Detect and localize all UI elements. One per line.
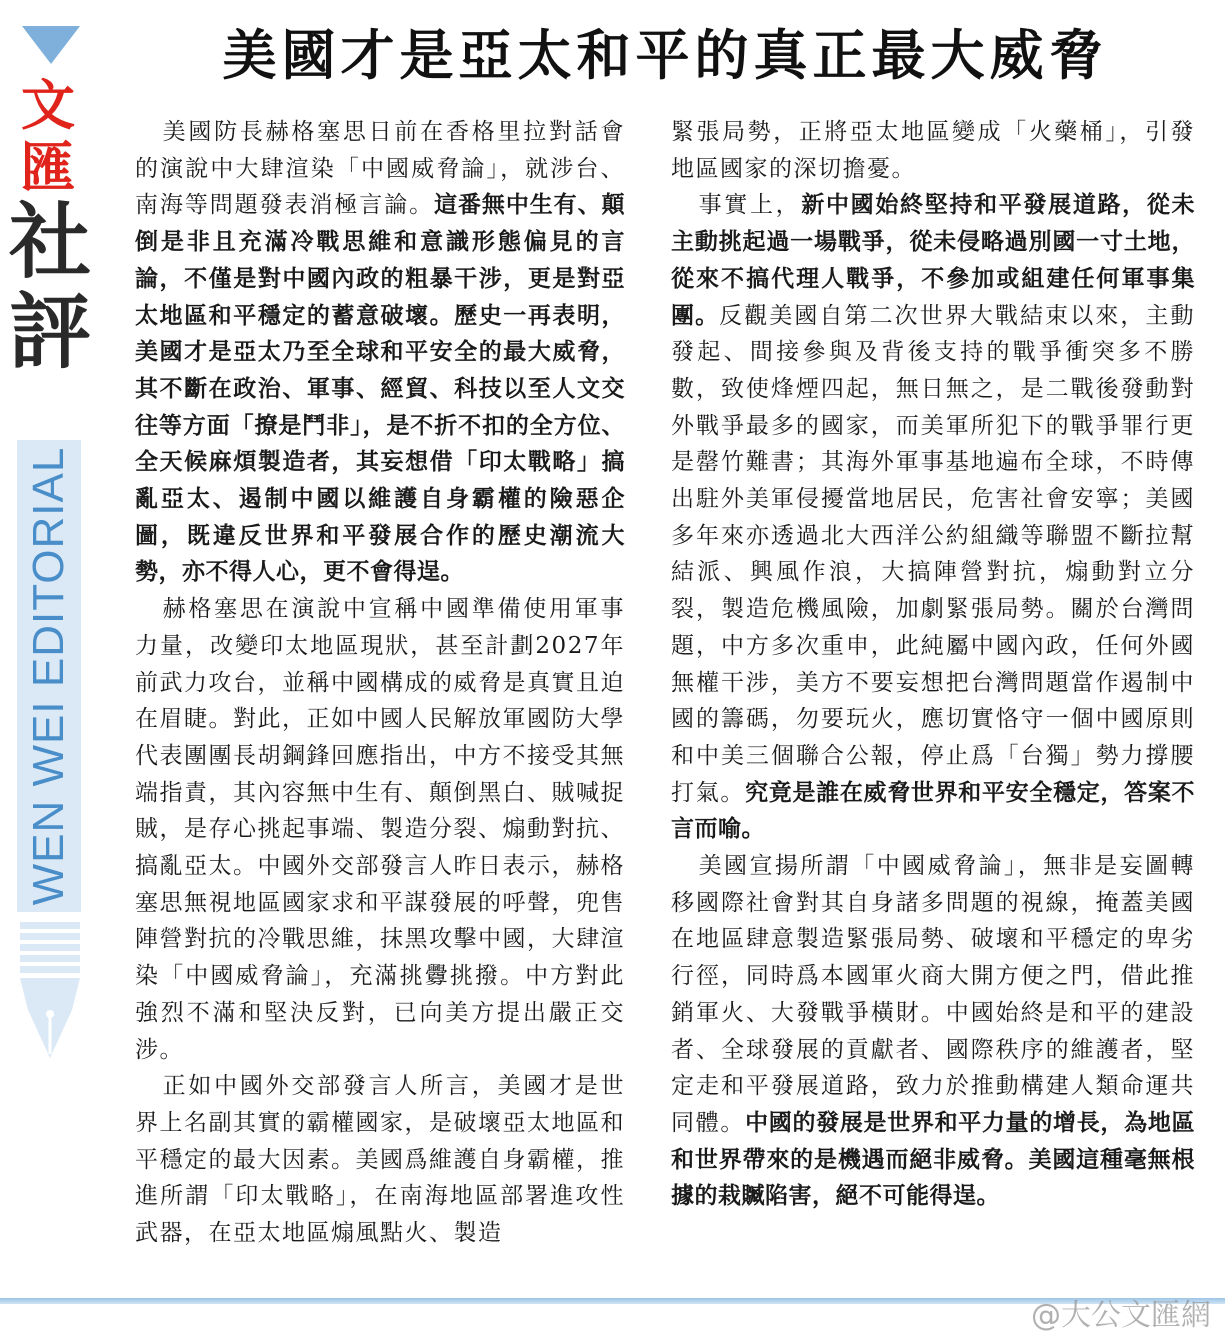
paragraph-4-lead: 事實上， (698, 192, 802, 219)
brand-wen-char-2: 匯 (21, 136, 75, 199)
brand-editorial-char-1: 社 (8, 195, 91, 290)
article-column-right (671, 114, 1195, 1215)
fountain-pen-icon (14, 920, 86, 1060)
paragraph-1 (135, 114, 625, 591)
article-column-left (135, 114, 625, 1252)
paragraph-1-bold: 這番無中生有、顛倒是非且充滿冷戰思維和意識形態偏見的言論，不僅是對中國內政的粗暴干涉，更是對亞太地區和平穩定的蓄意破壞。歷史一再表明，美國才是亞太乃至全球和平安全的最大威脅，其不斷在政治、軍事、經貿、科技以至人文交往等方面「撩是鬥非」，是不折不扣的全方位、全天候麻煩製造者，其妄想借「印太戰略」搞亂亞太、遏制中國以維護自身霸權的險惡企圖，既違反世界和平發展合作的歷史潮流大勢，亦不得人心，更不會得逞。 (135, 192, 626, 586)
paragraph-1-plain: 美國防長赫格塞思日前在香格里拉對話會的演說中大肆渲染「中國威脅論」，就涉台、南海等問題發表消極言論。 (135, 119, 625, 219)
paragraph-4-plain: 反觀美國自第二次世界大戰結束以來，主動發起、間接參與及背後支持的戰爭衝突多不勝數，致使烽煙四起，無日無之，是二戰後發動對外戰爭最多的國家，而美軍所犯下的戰爭罪行更是罄竹難書；其海外軍事基地遍布全球，不時傳出駐外美軍侵擾當地居民，危害社會安寧；美國多年來亦透過北大西洋公約組織等聯盟不斷拉幫結派、興風作浪，大搞陣營對抗，煽動對立分裂，製造危機風險，加劇緊張局勢。關於台灣問題，中方多次重申，此純屬中國內政，任何外國無權干涉，美方不要妄想把台灣問題當作遏制中國的籌碼，勿要玩火，應切實恪守一個中國原則和中美三個聯合公報，停止爲「台獨」勢力撐腰打氣。 (671, 302, 1196, 806)
brand-editorial-char-2: 評 (8, 285, 91, 380)
vertical-label: WEN WEI EDITORIAL (24, 446, 73, 906)
paragraph-5 (671, 848, 1195, 1215)
paragraph-3: 正如中國外交部發言人所言，美國才是世界上名副其實的霸權國家，是破壞亞太地區和平穩定的最大因素。美國爲維護自身霸權，推進所謂「印太戰略」，在南海地區部署進攻性武器，在亞太地區煽風點火、製造 (135, 1073, 625, 1247)
paragraph-2: 赫格塞思在演說中宣稱中國準備使用軍事力量，改變印太地區現狀，甚至計劃2027年前武力攻台，並稱中國構成的威脅是真實且迫在眉睫。對此，正如中國人民解放軍國防大學代表團團長胡鋼鋒回應指出，中方不接受其無端指責，其內容無中生有、顛倒黑白、賊喊捉賊，是存心挑起事端、製造分裂、煽動對抗、搞亂亞太。中國外交部發言人昨日表示，赫格塞思無視地區國家求和平謀發展的呼聲，兜售陣營對抗的冷戰思維，抹黑攻擊中國，大肆渲染「中國威脅論」，充滿挑釁挑撥。中方對此強烈不滿和堅決反對，已向美方提出嚴正交涉。 (135, 596, 625, 1063)
brand-wen-char-1: 文 (21, 74, 75, 137)
paragraph-5-bold: 中國的發展是世界和平力量的增長，為地區和世界帶來的是機遇而絕非威脅。美國這種毫無根據的栽贓陷害，絕不可能得逞。 (671, 1109, 1196, 1210)
paragraph-4-conclusion: 究竟是誰在威脅世界和平安全穩定，答案不言而喻。 (671, 779, 1196, 843)
paragraph-4-bold: 新中國始終堅持和平發展道路，從未主動挑起過一場戰爭，從未侵略過別國一寸土地，從來不搞代理人戰爭，不參加或組建任何軍事集團。 (671, 192, 1196, 329)
brand-column (0, 0, 100, 1329)
source-watermark: @大公文匯網 (1031, 1298, 1211, 1333)
headline: 美國才是亞太和平的真正最大威脅 (222, 23, 1108, 87)
paragraph-4 (671, 187, 1195, 848)
triangle-marker-icon (22, 26, 80, 64)
paragraph-3-continued: 緊張局勢，正將亞太地區變成「火藥桶」，引發地區國家的深切擔憂。 (671, 119, 1195, 182)
paragraph-5-plain: 美國宣揚所謂「中國威脅論」，無非是妄圖轉移國際社會對其自身諸多問題的視線，掩蓋美國在地區肆意製造緊張局勢、破壞和平穩定的卑劣行徑，同時爲本國軍火商大開方便之門，借此推銷軍火、大發戰爭橫財。中國始終是和平的建設者、全球發展的貢獻者、國際秩序的維護者，堅定走和平發展道路，致力於推動構建人類命運共同體。 (671, 853, 1195, 1136)
